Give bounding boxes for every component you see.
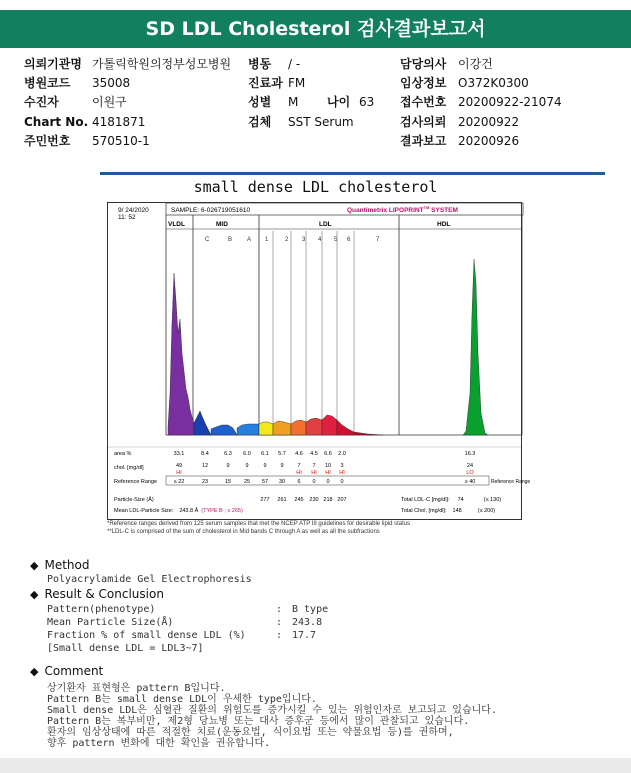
info-row bbox=[24, 74, 130, 92]
chart-peak bbox=[354, 432, 383, 435]
area-value: 33.1 bbox=[173, 451, 185, 457]
report-title: SD LDL Cholesterol 검사결과보고서 bbox=[0, 10, 631, 48]
total-chol: Total Chol. [mg/dl]: 148 (≤ 200) bbox=[401, 508, 496, 514]
info-row bbox=[400, 74, 529, 92]
info-row bbox=[400, 132, 519, 150]
flag-value: LO bbox=[466, 470, 474, 476]
info-row bbox=[24, 55, 231, 73]
area-value: 6.6 bbox=[324, 451, 332, 457]
info-value: 20200926 bbox=[458, 134, 520, 148]
result-value: B type bbox=[292, 604, 329, 615]
band-label: LDL bbox=[319, 221, 332, 228]
comment-line: Small dense LDL은 심혈관 질환의 위험도를 증가시킬 수 있는 위험인자로 보고되고 있습니다. bbox=[47, 705, 497, 716]
row-label-particle: Particle-Size (Å) bbox=[114, 497, 154, 503]
flag-value: HI bbox=[325, 470, 331, 476]
result-value: 243.8 bbox=[292, 617, 323, 628]
comment-heading: ◆ Comment bbox=[30, 664, 104, 678]
chol-value: 7 bbox=[312, 463, 316, 469]
result-label: Mean Particle Size(Å) bbox=[47, 617, 174, 628]
info-value: 35008 bbox=[92, 76, 131, 90]
reference-value: 0 bbox=[312, 479, 316, 485]
result-colon: : bbox=[276, 630, 283, 641]
area-value: 6.0 bbox=[243, 451, 251, 457]
diamond-icon: ◆ bbox=[30, 588, 39, 601]
area-value: 5.7 bbox=[278, 451, 286, 457]
info-value: FM bbox=[288, 76, 306, 90]
chol-value: 9 bbox=[263, 463, 267, 469]
info-label: Chart No. bbox=[24, 115, 89, 129]
info-label: 성별 bbox=[248, 95, 272, 109]
result-label: Fraction % of small dense LDL (%) bbox=[47, 630, 246, 641]
area-value: 4.5 bbox=[310, 451, 318, 457]
row-label-area: area % bbox=[114, 451, 132, 457]
value-rows bbox=[174, 451, 476, 503]
area-value: 4.6 bbox=[295, 451, 303, 457]
result-colon: : bbox=[276, 604, 283, 615]
divider bbox=[100, 172, 605, 175]
chart-peak bbox=[237, 424, 259, 435]
info-value: 20200922-21074 bbox=[458, 95, 562, 109]
chol-value: 24 bbox=[466, 463, 474, 469]
reference-value: 25 bbox=[243, 479, 251, 485]
info-row bbox=[248, 113, 354, 131]
info-row bbox=[24, 113, 145, 131]
reference-value: 15 bbox=[224, 479, 232, 485]
footnote-1: *Reference ranges derived from 125 serum samples that met the NCEP ATP III guidelines for desirable lipid status bbox=[107, 521, 411, 527]
area-value: 8.4 bbox=[201, 451, 209, 457]
info-label: 검체 bbox=[248, 115, 272, 129]
chol-value: 7 bbox=[297, 463, 301, 469]
chart-peak bbox=[337, 420, 354, 435]
chol-value: 12 bbox=[201, 463, 209, 469]
chart-traces bbox=[168, 259, 488, 435]
diamond-icon: ◆ bbox=[30, 665, 39, 678]
info-value: SST Serum bbox=[288, 115, 354, 129]
comment-line: 향후 pattern 변화에 대한 확인을 권유합니다. bbox=[47, 738, 271, 749]
reference-value: 23 bbox=[201, 479, 209, 485]
result-label: Pattern(phenotype) bbox=[47, 604, 156, 615]
particle-size-value: 261 bbox=[277, 497, 287, 503]
chart-peak bbox=[291, 420, 306, 435]
flag-value: HI bbox=[339, 470, 345, 476]
particle-size-value: 277 bbox=[260, 497, 270, 503]
info-row bbox=[248, 93, 298, 111]
chart-peak bbox=[194, 411, 211, 435]
result-heading: ◆ Result & Conclusion bbox=[30, 587, 164, 601]
chol-value: 3 bbox=[340, 463, 344, 469]
info-row bbox=[248, 55, 300, 73]
chart-peak bbox=[322, 415, 337, 435]
chart-peak bbox=[463, 259, 488, 435]
brand-label: Quantimetrix LIPOPRINT™ SYSTEM bbox=[347, 205, 458, 214]
comment-line: Pattern B는 small dense LDL이 우세한 type입니다. bbox=[47, 694, 317, 705]
info-label: 진료과 bbox=[248, 76, 283, 90]
info-label: 병원코드 bbox=[24, 76, 71, 90]
info-label: 결과보고 bbox=[400, 134, 447, 148]
result-colon: : bbox=[276, 617, 283, 628]
info-row bbox=[400, 93, 562, 111]
info-row bbox=[400, 113, 519, 131]
info-row bbox=[400, 55, 493, 73]
sub-band-label: 5 bbox=[334, 237, 338, 243]
sample-id: SAMPLE: 6-026719051610 bbox=[171, 207, 251, 214]
info-label: 병동 bbox=[248, 57, 272, 71]
area-value: 2.0 bbox=[338, 451, 346, 457]
particle-size-value: 207 bbox=[337, 497, 347, 503]
result-note: [Small dense LDL = LDL3~7] bbox=[47, 643, 204, 654]
method-heading: ◆ Method bbox=[30, 558, 90, 572]
particle-size-value: 218 bbox=[323, 497, 333, 503]
area-value: 16.3 bbox=[464, 451, 476, 457]
info-label: 검사의뢰 bbox=[400, 115, 447, 129]
sub-band-label: 1 bbox=[265, 237, 269, 243]
reference-value: 57 bbox=[261, 479, 269, 485]
reference-value: ≤ 22 bbox=[173, 479, 185, 485]
chol-value: 49 bbox=[175, 463, 183, 469]
reference-value: 6 bbox=[297, 479, 301, 485]
sub-band-label: B bbox=[228, 237, 233, 243]
lipoprint-panel bbox=[107, 202, 531, 520]
total-ldl: Total LDL-C [mg/dl]: 74 (≤ 130) bbox=[401, 497, 502, 503]
info-value: / - bbox=[288, 57, 301, 71]
ref-right-label: Reference Range bbox=[491, 479, 531, 485]
sub-bands bbox=[205, 231, 380, 435]
result-value: 17.7 bbox=[292, 630, 317, 641]
chol-value: 9 bbox=[280, 463, 284, 469]
row-label-ref: Reference Range bbox=[114, 479, 158, 485]
flag-value: HI bbox=[296, 470, 302, 476]
chart-title: small dense LDL cholesterol bbox=[193, 178, 438, 196]
chol-value: 10 bbox=[324, 463, 332, 469]
info-value: 570510-1 bbox=[92, 134, 150, 148]
particle-size-value: 230 bbox=[309, 497, 319, 503]
band-label: MID bbox=[216, 221, 228, 228]
info-row bbox=[24, 132, 150, 150]
flag-value: HI bbox=[311, 470, 317, 476]
particle-size-value: 245 bbox=[294, 497, 304, 503]
info-value: 가톨릭학원의정부성모병원 bbox=[92, 57, 232, 71]
sub-band-label: 4 bbox=[318, 237, 322, 243]
footer-bar bbox=[0, 758, 631, 773]
info-value: O372K0300 bbox=[458, 76, 529, 90]
band-label: HDL bbox=[437, 221, 451, 228]
reference-value: 0 bbox=[326, 479, 330, 485]
info-label: 임상정보 bbox=[400, 76, 447, 90]
sub-band-label: 7 bbox=[376, 237, 380, 243]
chart-peak bbox=[211, 425, 237, 435]
info-value: 4181871 bbox=[92, 115, 146, 129]
row-label-chol: chol. [mg/dl] bbox=[114, 465, 144, 471]
sub-band-label: 2 bbox=[285, 237, 289, 243]
comment-line: 환자의 임상상태에 따른 적절한 치료(운동요법, 식이요법 또는 약물요법 등)를 권하며, bbox=[47, 727, 454, 738]
chart-time: 11: 52 bbox=[118, 214, 136, 221]
comment-line: 상기환자 표현형은 pattern B입니다. bbox=[47, 683, 226, 694]
chart-peak bbox=[168, 273, 194, 435]
info-label: 의뢰기관명 bbox=[24, 57, 82, 71]
comment-line: Pattern B는 복부비만, 제2형 당뇨병 또는 대사 증후군 등에서 많이 관찰되고 있습니다. bbox=[47, 716, 470, 727]
footnote-2: **LDL-C is comprised of the sum of cholesterol in Mid bands C through A as well as all the subfractions bbox=[107, 529, 380, 535]
area-value: 6.1 bbox=[261, 451, 269, 457]
info-label: 담당의사 bbox=[400, 57, 447, 71]
info-label: 수진자 bbox=[24, 95, 59, 109]
info-label: 접수번호 bbox=[400, 95, 447, 109]
info-row bbox=[327, 93, 374, 111]
sub-band-label: 6 bbox=[347, 237, 351, 243]
info-row bbox=[248, 74, 305, 92]
chart-peak bbox=[273, 421, 291, 435]
sub-band-label: 3 bbox=[302, 237, 306, 243]
chart-peak bbox=[306, 418, 322, 435]
info-value: M bbox=[288, 95, 299, 109]
reference-value: 0 bbox=[340, 479, 344, 485]
chol-value: 9 bbox=[226, 463, 230, 469]
sub-band-label: C bbox=[205, 237, 210, 243]
chol-value: 9 bbox=[245, 463, 249, 469]
chart-peak bbox=[259, 422, 273, 435]
reference-value: 30 bbox=[278, 479, 286, 485]
sub-band-label: A bbox=[247, 237, 252, 243]
info-value: 20200922 bbox=[458, 115, 520, 129]
area-value: 6.3 bbox=[224, 451, 232, 457]
info-row bbox=[24, 93, 127, 111]
band-label: VLDL bbox=[168, 221, 185, 228]
info-value: 이강건 bbox=[458, 57, 493, 71]
chart-date: 9/ 24/2020 bbox=[118, 207, 149, 214]
info-label: 주민번호 bbox=[24, 134, 71, 148]
info-value: 63 bbox=[359, 95, 375, 109]
info-label: 나이 bbox=[327, 95, 351, 109]
flag-value: HI bbox=[176, 470, 182, 476]
method-text: Polyacrylamide Gel Electrophoresis bbox=[47, 574, 252, 585]
row-label-mean: Mean LDL-Particle Size: 243.8 Å (TYPE B ; ≤ 265) bbox=[114, 508, 243, 514]
lipoprint-chart bbox=[108, 203, 531, 519]
info-value: 이원구 bbox=[92, 95, 127, 109]
reference-value: ≥ 40 bbox=[464, 479, 476, 485]
diamond-icon: ◆ bbox=[30, 559, 39, 572]
